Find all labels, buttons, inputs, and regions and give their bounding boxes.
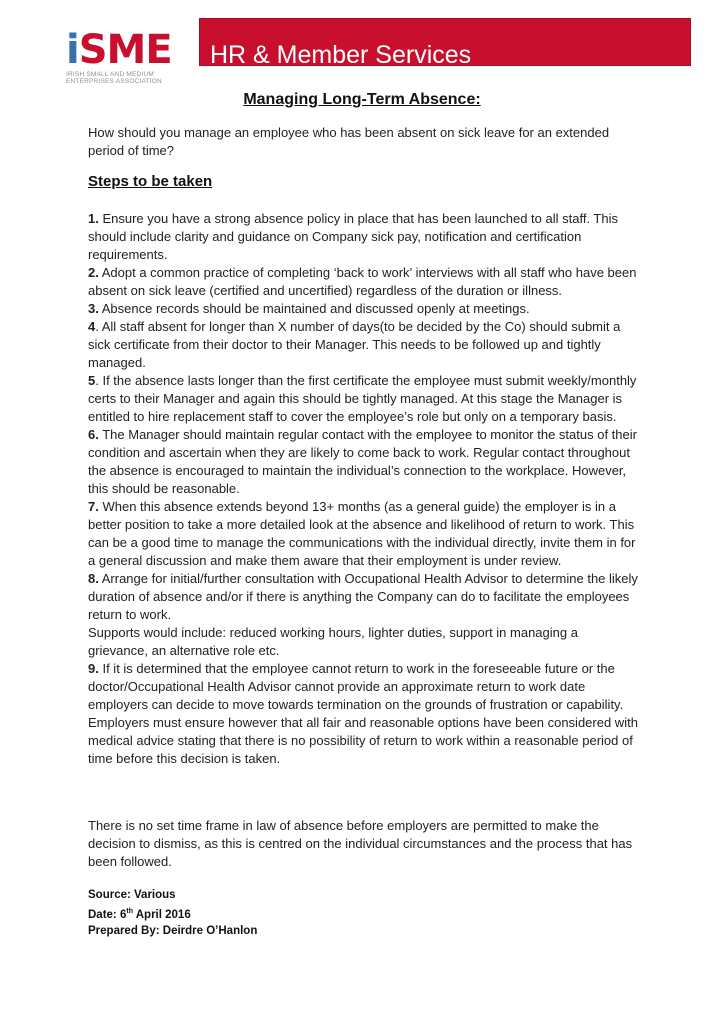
step-item	[88, 570, 640, 624]
date-ordinal: th	[126, 907, 133, 915]
step-number: 2.	[88, 265, 99, 280]
step-item	[88, 660, 640, 768]
step-text: When this absence extends beyond 13+ months (as a general guide) the employer is in a better position to take a more detailed look at the absence and likelihood of return to work. This can be a good time to manage the communications with the individual directly, invite them in for a general discussion and make them aware that their employment is under review.	[88, 499, 636, 568]
date-prefix: Date: 6	[88, 908, 127, 921]
logo-subtitle: IRISH SMALL AND MEDIUM ENTERPRISES ASSOCIATION	[66, 71, 162, 85]
logo-letter-i: i	[66, 27, 79, 73]
step-item	[88, 426, 640, 498]
step-item	[88, 372, 640, 426]
step-number: 7.	[88, 499, 99, 514]
isme-logo	[66, 27, 186, 100]
step-number: 4	[88, 319, 96, 334]
supports-note	[88, 624, 640, 660]
logo-letters-sme: SME	[78, 27, 172, 73]
date-suffix: April 2016	[132, 908, 191, 921]
intro-paragraph: How should you manage an employee who has been absent on sick leave for an extended period of time?	[88, 125, 610, 158]
document-meta	[88, 887, 257, 939]
banner-title: HR & Member Services	[210, 41, 472, 66]
step-number: 3.	[88, 301, 99, 316]
step-number: 9.	[88, 661, 99, 676]
step-text: Supports would include: reduced working hours, lighter duties, support in managing a grievance, an alternative role etc.	[88, 625, 578, 658]
date-line	[88, 904, 257, 923]
section-heading: Steps to be taken	[88, 173, 213, 190]
step-number: 8.	[88, 571, 99, 586]
step-number: 1.	[88, 211, 99, 226]
step-text: If it is determined that the employee cannot return to work in the foreseeable future or the doctor/Occupational Health Advisor cannot provide an approximate return to work date employers can decide to move towards termination on the grounds of frustration or capability. Employers must ensure however that all fair and reasonable options have been considered with medical advice stating that there is no possibility of return to work within a reasonable period of time before this decision is taken.	[88, 661, 638, 766]
step-text: . All staff absent for longer than X number of days(to be decided by the Co) should submit a sick certificate from their doctor to their Manager. This needs to be followed up and tightly managed.	[88, 319, 621, 370]
closing-paragraph: There is no set time frame in law of absence before employers are permitted to make the decision to dismiss, as this is centred on the individual circumstances and the process that has been followed.	[88, 818, 633, 869]
step-item	[88, 264, 640, 300]
step-item	[88, 498, 640, 570]
logo-wordmark	[66, 27, 186, 73]
step-text: Absence records should be maintained and discussed openly at meetings.	[101, 301, 530, 316]
step-number: 5	[88, 373, 96, 388]
step-item	[88, 318, 640, 372]
step-text: The Manager should maintain regular contact with the employee to monitor the status of their condition and ascertain when they are likely to come back to work. Regular contact throughout the absence is encouraged to maintain the individual’s connection to the workplace. However, this should be reasonable.	[88, 427, 637, 496]
step-number: 6.	[88, 427, 99, 442]
step-text: Ensure you have a strong absence policy in place that has been launched to all staff. This should include clarity and guidance on Company sick pay, notification and certification requirements.	[88, 211, 618, 262]
prepared-by-line: Prepared By: Deirdre O’Hanlon	[88, 924, 258, 937]
step-item	[88, 300, 640, 318]
document-title: Managing Long-Term Absence:	[243, 91, 481, 108]
steps-list	[88, 210, 640, 768]
header-banner	[199, 18, 691, 66]
step-text: . If the absence lasts longer than the first certificate the employee must submit weekly/monthly certs to their Manager and again this should be tightly managed. At this stage the Manager is entitled to hire replacement staff to cover the employee’s role but only on a temporary basis.	[88, 373, 637, 424]
step-item	[88, 210, 640, 264]
step-text: Arrange for initial/further consultation with Occupational Health Advisor to determine the likely duration of absence and/or if there is anything the Company can do to facilitate the employees return to work.	[88, 571, 638, 622]
step-text: Adopt a common practice of completing ‘back to work’ interviews with all staff who have been absent on sick leave (certified and uncertified) regardless of the duration or illness.	[88, 265, 637, 298]
source-line: Source: Various	[88, 889, 176, 901]
